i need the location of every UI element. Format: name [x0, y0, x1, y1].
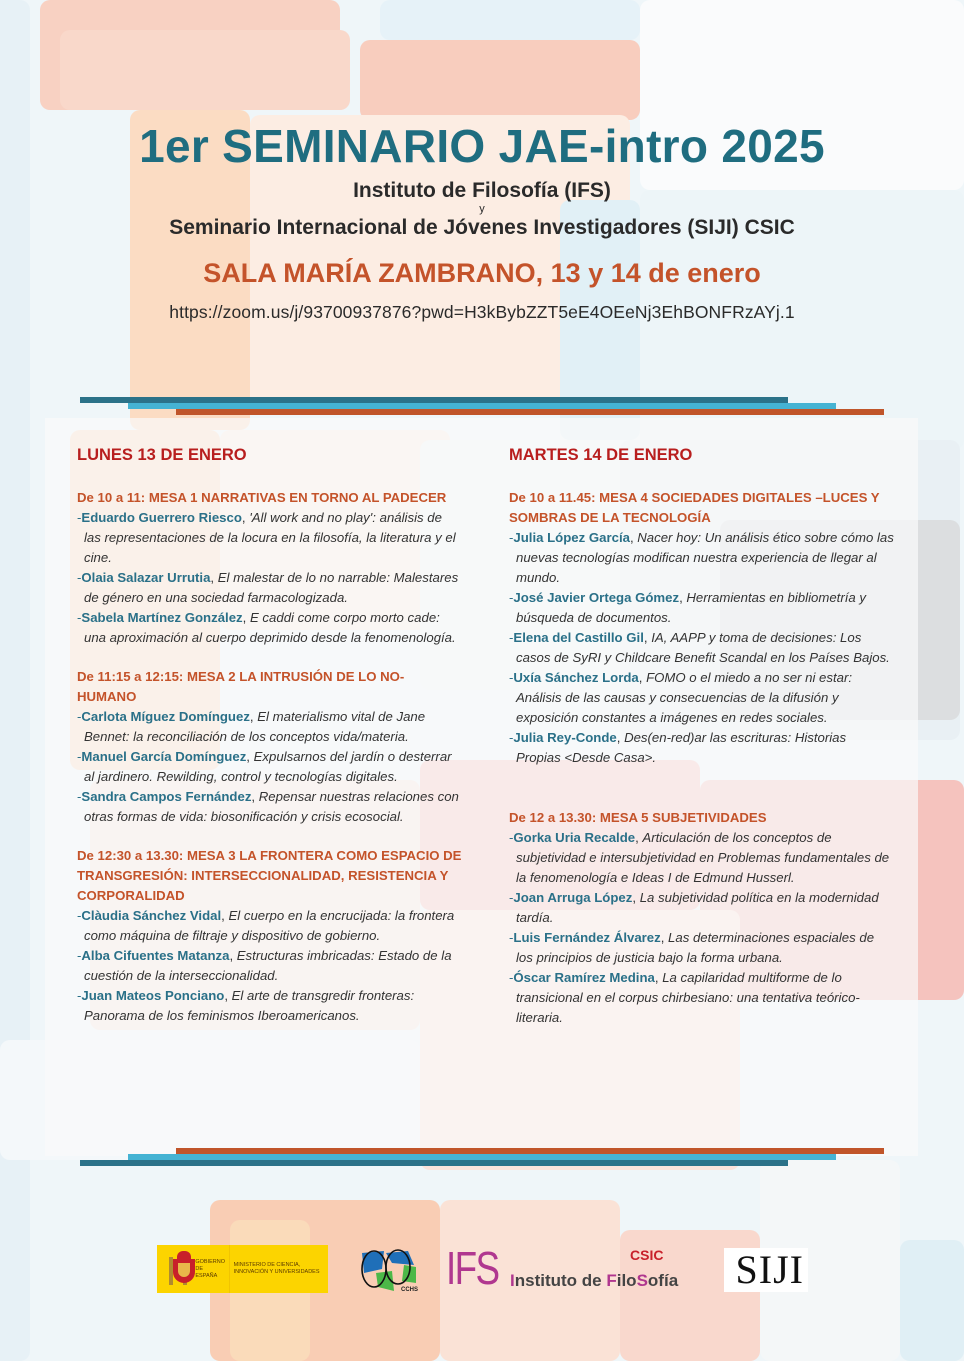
- cchs-logo: [358, 1247, 420, 1293]
- speaker-name: José Javier Ortega Gómez: [513, 590, 680, 605]
- talk-item: -Juan Mateos Ponciano, El arte de transgredir fronteras: Panorama de los feminismos Iberoamericanos.: [77, 988, 415, 1023]
- session-block: [509, 808, 894, 1028]
- speaker-name: Luis Fernández Álvarez: [513, 930, 661, 945]
- talk-item: -Carlota Míguez Domínguez, El materialismo vital de Jane Bennet: la reconciliación de los conceptos vida/materia.: [77, 709, 426, 744]
- speaker-name: Gorka Uria Recalde: [513, 830, 636, 845]
- ministerio-label: MINISTERIO DE CIENCIA, INNOVACIÓN Y UNIVERSIDADES: [233, 1262, 320, 1275]
- cchs-label: CCHS: [400, 1287, 418, 1293]
- csic-logo: [630, 1247, 663, 1263]
- talk-item: -Alba Cifuentes Matanza, Estructuras imbricadas: Estado de la cuestión de la interseccionalidad.: [77, 948, 452, 983]
- sponsor-logos: [0, 1243, 964, 1303]
- conjunction: y: [479, 203, 485, 215]
- talk-item: -Óscar Ramírez Medina, La capilaridad multiforme de lo transicional en el corpus chirbesiano: una tentativa teórico-literaria.: [509, 970, 860, 1025]
- talk-title: Herramientas en bibliometría y búsqueda de documentos.: [516, 590, 866, 625]
- talk-title: 'All work and no play': análisis de las representaciones de la locura en la filosofía, la literatura y el cine.: [84, 510, 456, 565]
- speaker-name: Julia López García: [513, 530, 630, 545]
- speaker-name: Juan Mateos Ponciano: [81, 988, 225, 1003]
- talk-item: -Julia López García, Nacer hoy: Un análisis ético sobre cómo las nuevas tecnologías modifican nuestra experiencia de llegar al mundo.: [509, 530, 894, 585]
- ifs-mark: IFS: [446, 1242, 499, 1294]
- talk-title: Las determinaciones espaciales de los principios de justicia bajo la forma urbana.: [516, 930, 875, 965]
- gobierno-label: GOBIERNO DE ESPAÑA: [195, 1258, 226, 1279]
- csic-label: CSIC: [630, 1247, 664, 1263]
- talk-title: IA, AAPP y toma de decisiones: Los casos de SyRI y Childcare Benefit Scandal en los Países Bajos.: [516, 630, 890, 665]
- talk-title: Articulación de los conceptos de subjetividad e intersubjetividad en Problemas fundamentales de la fenomenología e Ideas I de Edmund Husserl.: [516, 830, 890, 885]
- speaker-name: Alba Cifuentes Matanza: [81, 948, 230, 963]
- zoom-link[interactable]: https://zoom.us/j/93700937876?pwd=H3kBybZZT5eE4OEeNj3EhBONFRzAYj.1: [169, 302, 795, 322]
- talk-title: El materialismo vital de Jane Bennet: la reconciliación de los conceptos vida/materia.: [84, 709, 426, 744]
- talk-item: -Luis Fernández Álvarez, Las determinaciones espaciales de los principios de justicia bajo la forma urbana.: [509, 930, 875, 965]
- venue-date: SALA MARÍA ZAMBRANO, 13 y 14 de enero: [203, 258, 761, 288]
- session-block: [509, 488, 894, 768]
- speaker-name: Elena del Castillo Gil: [513, 630, 644, 645]
- talk-title: La capilaridad multiforme de lo transicional en el corpus chirbesiano: una tentativa teórico-literaria.: [516, 970, 860, 1025]
- session-block: [77, 667, 462, 827]
- speaker-name: Sabela Martínez González: [81, 610, 243, 625]
- speaker-name: Sandra Campos Fernández: [81, 789, 252, 804]
- talk-title: El arte de transgredir fronteras: Panorama de los feminismos Iberoamericanos.: [84, 988, 415, 1023]
- speaker-name: Olaia Salazar Urrutia: [81, 570, 211, 585]
- day-heading: MARTES 14 DE ENERO: [509, 446, 693, 464]
- talk-title: Estructuras imbricadas: Estado de la cuestión de la interseccionalidad.: [84, 948, 452, 983]
- talk-item: -Joan Arruga López, La subjetividad política en la modernidad tardía.: [509, 890, 879, 925]
- talk-item: -Clàudia Sánchez Vidal, El cuerpo en la encrucijada: la frontera como máquina de filtraje y dispositivo de gobierno.: [77, 908, 455, 943]
- ifs-name: Instituto de FiloSofía: [510, 1271, 679, 1290]
- speaker-name: Manuel García Domínguez: [81, 749, 247, 764]
- talk-title: El cuerpo en la encrucijada: la frontera como máquina de filtraje y dispositivo de gobierno.: [84, 908, 455, 943]
- speaker-name: Uxía Sánchez Lorda: [513, 670, 639, 685]
- talk-item: -Sandra Campos Fernández, Repensar nuestras relaciones con otras formas de vida: biosonificación y crisis ecosocial.: [77, 789, 459, 824]
- talk-title: Des(en-red)ar las escrituras: Historias Propias <Desde Casa>.: [516, 730, 847, 765]
- session-title: De 10 a 11: MESA 1 NARRATIVAS EN TORNO AL PADECER: [77, 490, 447, 505]
- siji-logo: SIJI: [724, 1248, 808, 1292]
- organizer-ifs: Instituto de Filosofía (IFS): [353, 179, 611, 202]
- speaker-name: Clàudia Sánchez Vidal: [81, 908, 222, 923]
- talk-item: -Julia Rey-Conde, Des(en-red)ar las escrituras: Historias Propias <Desde Casa>.: [509, 730, 847, 765]
- talk-item: -Sabela Martínez González, E caddi come corpo morto cade: una aproximación al cuerpo deprimido desde la fenomenología.: [77, 610, 456, 645]
- speaker-name: Eduardo Guerrero Riesco: [81, 510, 242, 525]
- talk-item: -Elena del Castillo Gil, IA, AAPP y toma de decisiones: Los casos de SyRI y Childcare Benefit Scandal en los Países Bajos.: [509, 630, 890, 665]
- speaker-name: Óscar Ramírez Medina: [513, 970, 655, 985]
- talk-item: -Olaia Salazar Urrutia, El malestar de lo no narrable: Malestares de género en una sociedad farmacologizada.: [77, 570, 459, 605]
- session-block: [77, 846, 462, 1026]
- coat-of-arms-icon: [169, 1251, 187, 1287]
- talk-item: -Gorka Uria Recalde, Articulación de los conceptos de subjetividad e intersubjetividad en Problemas fundamentales de la fenomenología e Ideas I de Edmund Husserl.: [509, 830, 890, 885]
- talk-title: Repensar nuestras relaciones con otras formas de vida: biosonificación y crisis ecosocial.: [84, 789, 459, 824]
- session-title: De 12 a 13.30: MESA 5 SUBJETIVIDADES: [509, 810, 767, 825]
- talk-title: E caddi come corpo morto cade: una aproximación al cuerpo deprimido desde la fenomenología.: [84, 610, 456, 645]
- session-title: De 12:30 a 13.30: MESA 3 LA FRONTERA COMO ESPACIO DE TRANSGRESIÓN: INTERSECCIONALIDAD, RESISTENCIA Y CORPORALIDAD: [77, 848, 462, 903]
- bottom-stripe-dark: [80, 1160, 788, 1166]
- day-column-monday: [77, 444, 462, 1045]
- organizer-siji: Seminario Internacional de Jóvenes Investigadores (SIJI) CSIC: [169, 216, 795, 239]
- talk-item: -José Javier Ortega Gómez, Herramientas en bibliometría y búsqueda de documentos.: [509, 590, 866, 625]
- event-title: 1er SEMINARIO JAE-intro 2025: [139, 120, 825, 172]
- talk-title: Expulsarnos del jardín o desterrar al jardinero. Rewilding, control y tecnologías digitales.: [84, 749, 452, 784]
- programme-panel: [45, 418, 918, 1156]
- gobierno-espana-logo: [157, 1245, 328, 1293]
- talk-title: La subjetividad política en la modernidad tardía.: [516, 890, 879, 925]
- talk-title: Nacer hoy: Un análisis ético sobre cómo las nuevas tecnologías modifican nuestra experiencia de llegar al mundo.: [516, 530, 894, 585]
- top-stripe-orange: [176, 409, 884, 415]
- talk-item: -Uxía Sánchez Lorda, FOMO o el miedo a no ser ni estar: Análisis de las causas y consecuencias de la difusión y exposición constantes a imágenes en redes sociales.: [509, 670, 853, 725]
- event-header: [0, 118, 964, 324]
- talk-item: -Manuel García Domínguez, Expulsarnos del jardín o desterrar al jardinero. Rewilding, control y tecnologías digitales.: [77, 749, 452, 784]
- speaker-name: Carlota Míguez Domínguez: [81, 709, 250, 724]
- day-column-tuesday: [509, 444, 894, 1047]
- talk-item: -Eduardo Guerrero Riesco, 'All work and no play': análisis de las representaciones de la locura en la filosofía, la literatura y el cine.: [77, 510, 456, 565]
- talk-title: El malestar de lo no narrable: Malestares de género en una sociedad farmacologizada.: [84, 570, 459, 605]
- session-block: [77, 488, 462, 648]
- talk-title: FOMO o el miedo a no ser ni estar: Análisis de las causas y consecuencias de la difusión y exposición constantes a imágenes en redes sociales.: [516, 670, 853, 725]
- speaker-name: Julia Rey-Conde: [513, 730, 617, 745]
- session-title: De 11:15 a 12:15: MESA 2 LA INTRUSIÓN DE LO NO-HUMANO: [77, 669, 405, 704]
- speaker-name: Joan Arruga López: [513, 890, 633, 905]
- day-heading: LUNES 13 DE ENERO: [77, 446, 247, 464]
- session-title: De 10 a 11.45: MESA 4 SOCIEDADES DIGITALES –LUCES Y SOMBRAS DE LA TECNOLOGÍA: [509, 490, 880, 525]
